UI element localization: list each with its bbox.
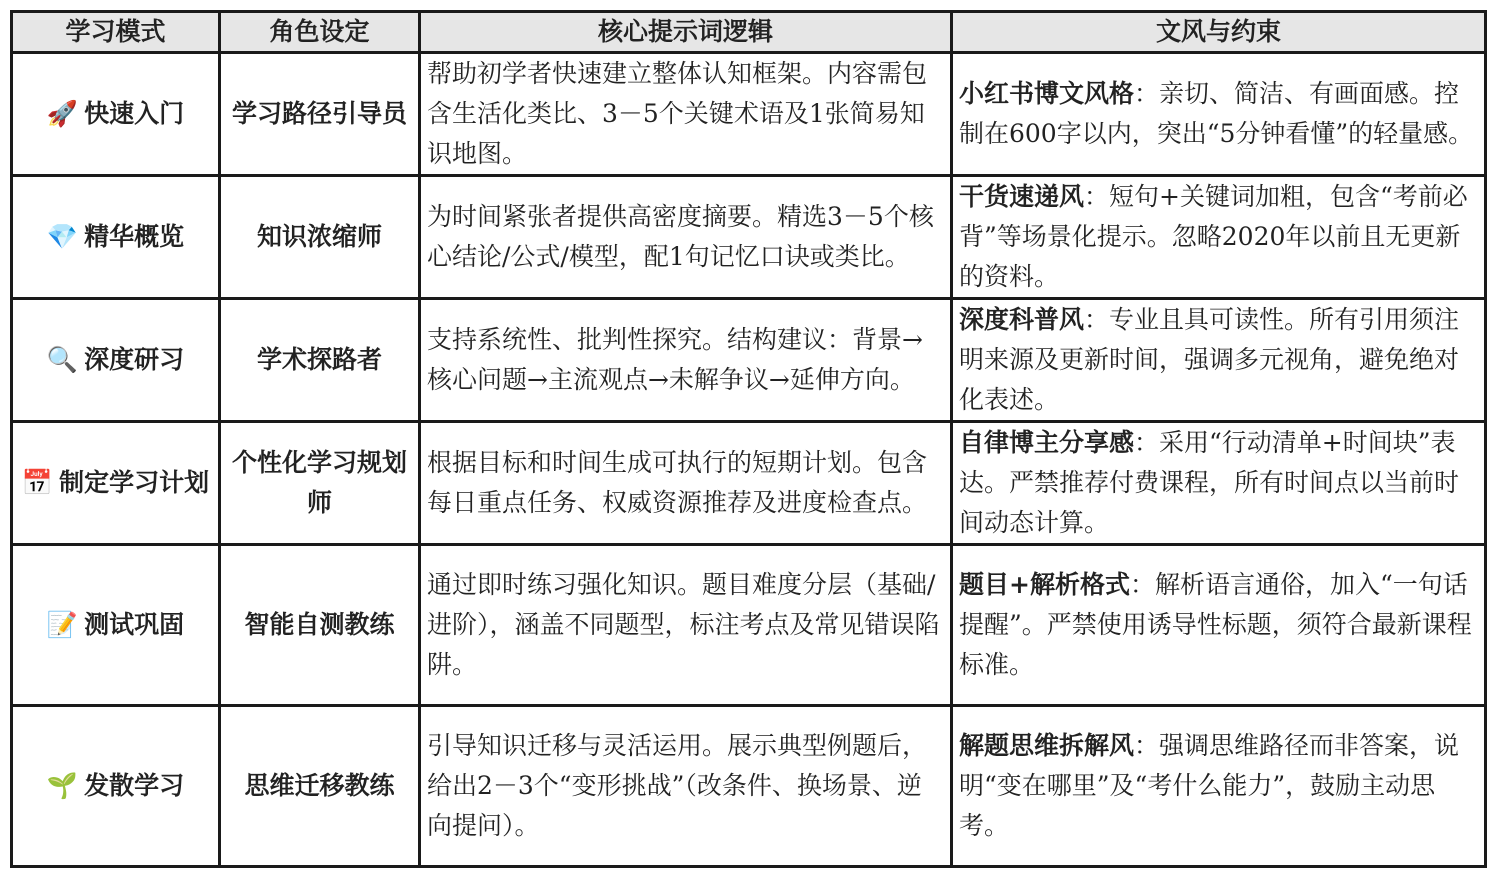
learning-modes-table-wrapper — [10, 10, 1484, 868]
memo-icon: 📝 — [46, 610, 79, 639]
header-row — [12, 12, 1486, 53]
seedling-icon: 🌱 — [46, 771, 79, 800]
mode-cell — [12, 706, 220, 867]
header-learning-mode: 学习模式 — [12, 12, 220, 53]
header-role: 角色设定 — [220, 12, 420, 53]
header-core-logic: 核心提示词逻辑 — [420, 12, 952, 53]
style-lead: 深度科普风 — [959, 305, 1085, 334]
style-lead: 解题思维拆解风 — [959, 731, 1135, 760]
style-lead: 小红书博文风格 — [959, 79, 1135, 108]
logic-cell: 引导知识迁移与灵活运用。展示典型例题后，给出2－3个“变形挑战”（改条件、换场景、逆向提问）。 — [420, 706, 952, 867]
style-cell — [952, 53, 1486, 176]
role-cell: 智能自测教练 — [220, 545, 420, 706]
table-row — [12, 422, 1486, 545]
mode-cell — [12, 422, 220, 545]
logic-cell: 为时间紧张者提供高密度摘要。精选3－5个核心结论/公式/模型，配1句记忆口诀或类比。 — [420, 176, 952, 299]
role-cell: 学习路径引导员 — [220, 53, 420, 176]
style-cell — [952, 176, 1486, 299]
style-body: ：专业且具可读性。所有引用须注明来源及更新时间，强调多元视角，避免绝对化表述。 — [959, 305, 1460, 414]
style-body: ：采用“行动清单+时间块”表达。严禁推荐付费课程，所有时间点以当前时间动态计算。 — [959, 428, 1460, 537]
style-cell — [952, 422, 1486, 545]
style-cell — [952, 706, 1486, 867]
mode-cell — [12, 53, 220, 176]
table-row — [12, 176, 1486, 299]
role-cell: 个性化学习规划师 — [220, 422, 420, 545]
rocket-icon: 🚀 — [46, 99, 79, 128]
style-body: ：短句+关键词加粗，包含“考前必背”等场景化提示。忽略2020年以前且无更新的资料。 — [959, 182, 1468, 291]
role-cell: 学术探路者 — [220, 299, 420, 422]
table-row — [12, 545, 1486, 706]
style-cell — [952, 299, 1486, 422]
style-lead: 题目+解析格式 — [959, 570, 1130, 599]
gem-icon: 💎 — [46, 222, 79, 251]
style-body: ：强调思维路径而非答案，说明“变在哪里”及“考什么能力”，鼓励主动思考。 — [959, 731, 1460, 840]
mode-cell — [12, 545, 220, 706]
calendar-icon: 📅 — [21, 468, 54, 497]
mode-label: 快速入门 — [84, 99, 185, 128]
table-row — [12, 299, 1486, 422]
mode-label: 精华概览 — [84, 222, 185, 251]
style-lead: 自律博主分享感 — [959, 428, 1135, 457]
magnifier-icon: 🔍 — [46, 345, 79, 374]
mode-label: 发散学习 — [84, 771, 185, 800]
header-style-constraints: 文风与约束 — [952, 12, 1486, 53]
logic-cell: 帮助初学者快速建立整体认知框架。内容需包含生活化类比、3－5个关键术语及1张简易知识地图。 — [420, 53, 952, 176]
logic-cell: 根据目标和时间生成可执行的短期计划。包含每日重点任务、权威资源推荐及进度检查点。 — [420, 422, 952, 545]
mode-cell — [12, 176, 220, 299]
style-body: ：亲切、简洁、有画面感。控制在600字以内，突出“5分钟看懂”的轻量感。 — [959, 79, 1474, 148]
mode-label: 测试巩固 — [84, 610, 185, 639]
logic-cell: 通过即时练习强化知识。题目难度分层（基础/进阶），涵盖不同题型，标注考点及常见错误陷阱。 — [420, 545, 952, 706]
style-lead: 干货速递风 — [959, 182, 1085, 211]
table-row — [12, 53, 1486, 176]
mode-label: 深度研习 — [84, 345, 185, 374]
table-row — [12, 706, 1486, 867]
mode-cell — [12, 299, 220, 422]
logic-cell: 支持系统性、批判性探究。结构建议：背景→核心问题→主流观点→未解争议→延伸方向。 — [420, 299, 952, 422]
learning-modes-table — [10, 10, 1487, 868]
role-cell: 思维迁移教练 — [220, 706, 420, 867]
style-cell — [952, 545, 1486, 706]
role-cell: 知识浓缩师 — [220, 176, 420, 299]
mode-label: 制定学习计划 — [59, 468, 210, 497]
style-body: ：解析语言通俗，加入“一句话提醒”。严禁使用诱导性标题，须符合最新课程标准。 — [959, 570, 1472, 679]
